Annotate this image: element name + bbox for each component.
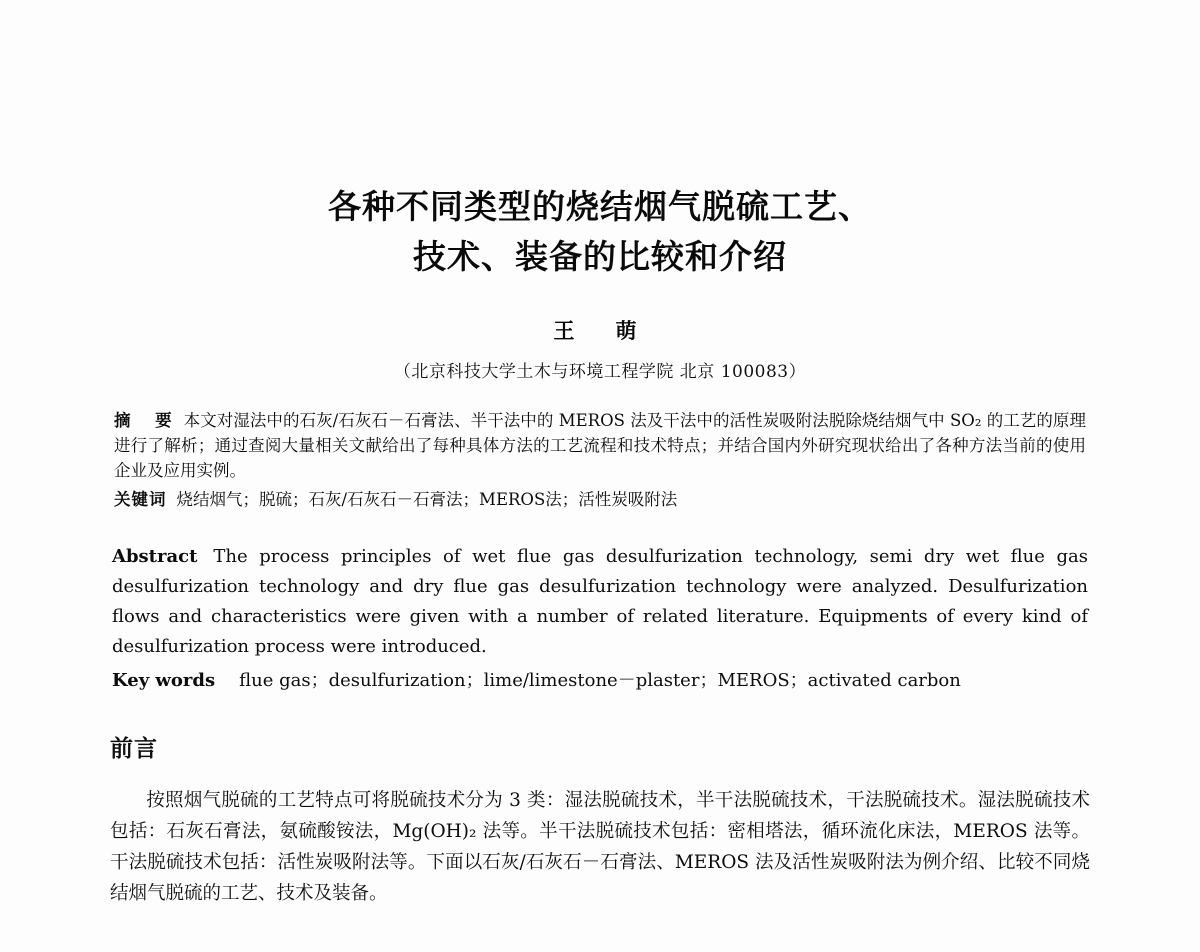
page-title-line-2: 技术、装备的比较和介绍 [413,237,787,276]
page-title-line-1: 各种不同类型的烧结烟气脱硫工艺、 [328,187,872,226]
author-affiliation: （北京科技大学土木与环境工程学院 北京 100083） [393,362,807,382]
section-heading-preface: 前言 [110,736,158,762]
english-abstract [108,542,1092,662]
english-keywords-label: Key words [112,670,216,691]
chinese-abstract-label: 摘 要 [114,411,176,430]
section-paragraph-text: 按照烟气脱硫的工艺特点可将脱硫技术分为 3 类：湿法脱硫技术，半干法脱硫技术，干法脱硫技术。湿法脱硫技术包括：石灰石膏法，氨硫酸铵法，Mg(OH)₂ 法等。半干法脱硫技术包括：密相塔法，循环流化床法，MEROS 法等。干法脱硫技术包括：活性炭吸附法等。下面以石灰/石灰石－石膏法、MEROS 法及活性炭吸附法为例介绍、比较不同烧结烟气脱硫的工艺、技术及装备。 [110,790,1090,904]
paper-title-block [108,0,1092,282]
english-abstract-text: The process principles of wet flue gas desulfurization technology, semi dry wet flue gas desulfurization technology and dry flue gas desulfurization technology were analyzed. Desulfurization flows and characteristics were given with a number of related literature. Equipments of every kind of desulfurization process were introduced. [112,546,1088,657]
section-paragraph-preface [108,785,1092,909]
author-name: 王 萌 [553,319,647,343]
english-abstract-label: Abstract [112,546,198,567]
chinese-abstract-text: 本文对湿法中的石灰/石灰石－石膏法、半干法中的 MEROS 法及干法中的活性炭吸附法脱除烧结烟气中 SO₂ 的工艺的原理进行了解析；通过查阅大量相关文献给出了每种具体方法的工艺流程和技术特点；并结合国内外研究现状给出了各种方法当前的使用企业及应用实例。 [114,411,1086,480]
english-keywords-text: flue gas；desulfurization；lime/limestone－plaster；MEROS；activated carbon [239,670,961,691]
chinese-abstract [108,408,1092,483]
chinese-keywords [108,487,1092,512]
chinese-keywords-label: 关键词 [114,490,167,509]
chinese-keywords-text: 烧结烟气；脱硫；石灰/石灰石－石膏法；MEROS法；活性炭吸附法 [176,490,678,509]
english-keywords [108,666,1092,696]
